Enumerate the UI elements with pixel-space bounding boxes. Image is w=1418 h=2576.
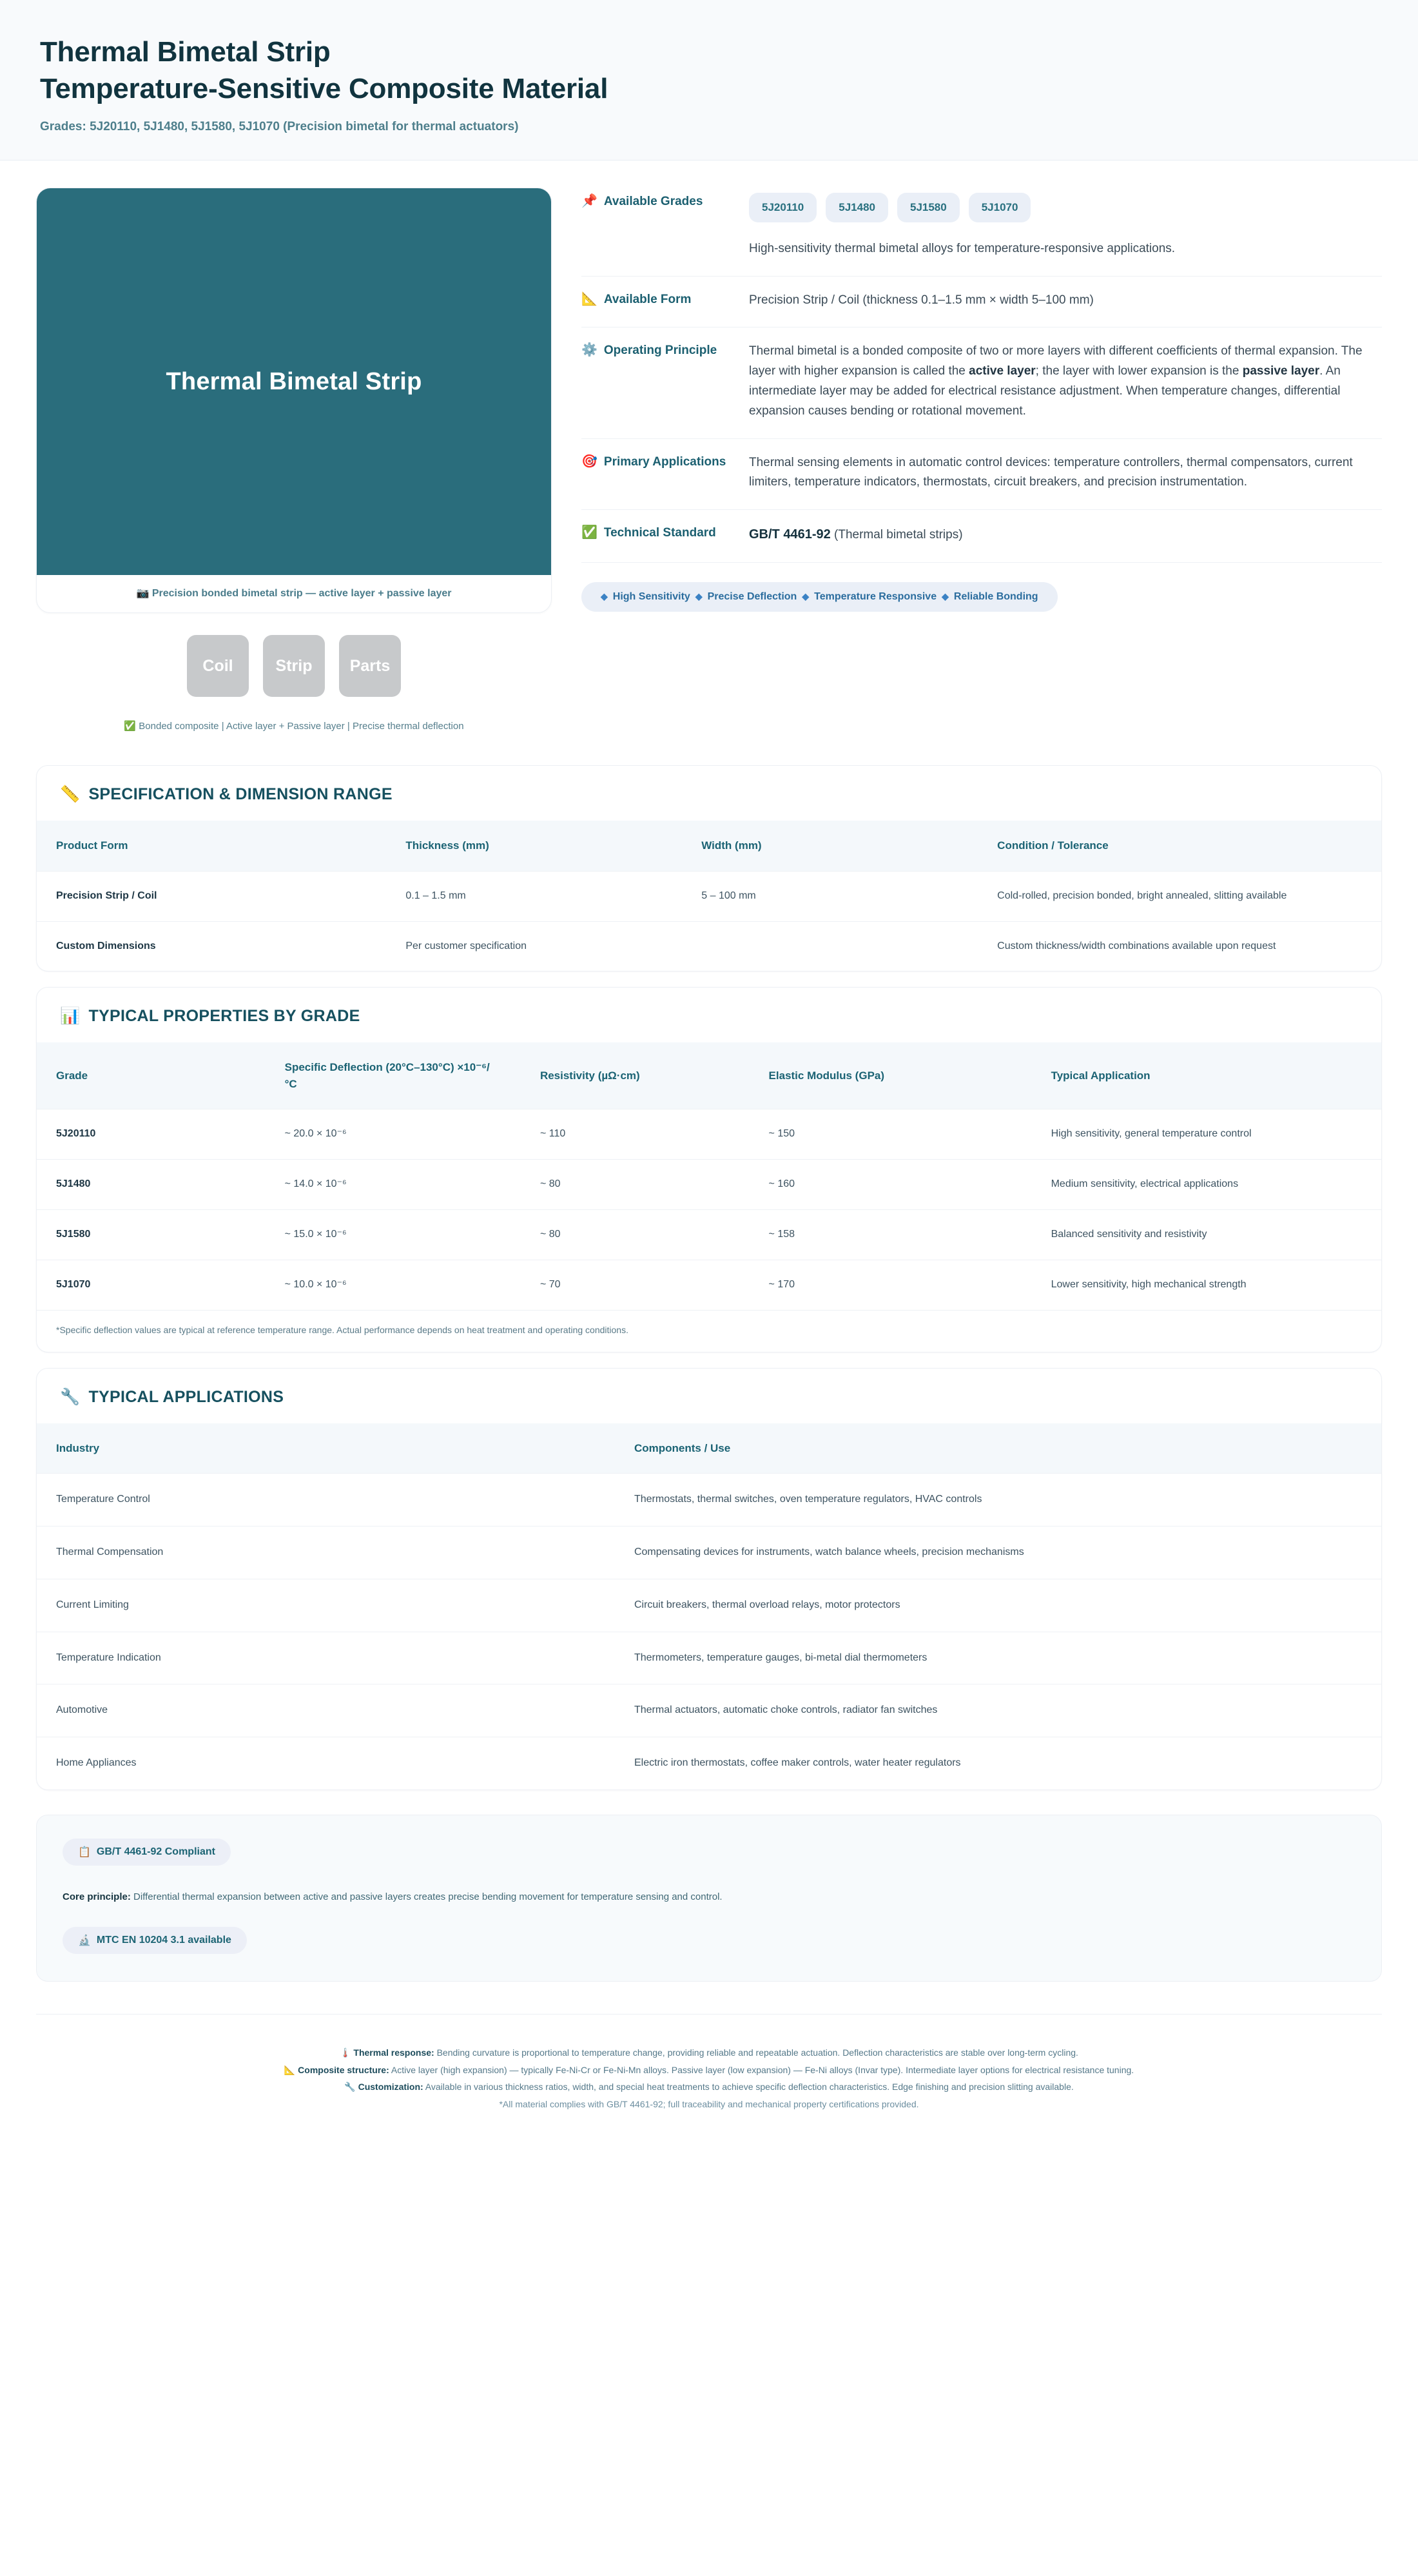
layers-icon: 📐 <box>284 2064 296 2075</box>
table-row <box>37 1260 1381 1309</box>
footer-line-thermal-response <box>62 2044 1356 2062</box>
cell-condition: Cold-rolled, precision bonded, bright annealed, slitting available <box>978 871 1381 921</box>
thumbnail-coil[interactable]: Coil <box>187 635 249 697</box>
cell-use: Thermal actuators, automatic choke controls, radiator fan switches <box>615 1684 1381 1737</box>
ruler-triangle-icon: 📐 <box>581 291 597 306</box>
table-row <box>37 1684 1381 1737</box>
cell-modulus: ~ 170 <box>750 1260 1032 1309</box>
spec-row-grades <box>581 190 1382 276</box>
principle-text-a: Thermal bimetal is a bonded composite of two or more layers with different coefficients of thermal expansion. The layer with higher expansion is called the <box>749 344 1363 378</box>
page-title <box>40 34 1378 107</box>
col-components-use: Components / Use <box>634 1441 731 1454</box>
col-width: Width (mm) <box>701 839 762 852</box>
table-row <box>37 1210 1381 1260</box>
compliance-badge-standard <box>63 1839 231 1866</box>
table-row <box>37 1579 1381 1632</box>
footer-label-customization: Customization: <box>358 2082 423 2093</box>
product-image-caption <box>37 575 551 612</box>
spec-label-principle-text: Operating Principle <box>603 344 717 358</box>
feature-3: Temperature Responsive <box>814 590 937 602</box>
specification-section <box>36 765 1382 971</box>
cell-use: Thermometers, temperature gauges, bi-metal dial thermometers <box>615 1632 1381 1684</box>
cell-application: Balanced sensitivity and resistivity <box>1032 1210 1381 1260</box>
gear-icon: ⚙️ <box>581 343 597 358</box>
cell-product-form: Custom Dimensions <box>37 921 386 971</box>
grade-chip-1[interactable]: 5J20110 <box>749 193 817 222</box>
properties-section-header <box>37 988 1381 1042</box>
spec-row-standard <box>581 510 1382 563</box>
cell-industry: Current Limiting <box>37 1579 615 1632</box>
properties-section-title: TYPICAL PROPERTIES BY GRADE <box>88 1007 360 1026</box>
cell-industry: Home Appliances <box>37 1737 615 1790</box>
hero-section <box>0 161 1418 750</box>
diamond-bullet-icon: ◆ <box>942 591 949 602</box>
hero-footer-note <box>36 720 552 732</box>
specification-table <box>37 821 1381 971</box>
cell-grade: 5J1580 <box>37 1210 266 1260</box>
cell-resistivity: ~ 70 <box>521 1260 750 1309</box>
spec-row-applications <box>581 439 1382 511</box>
cell-thickness: 0.1 – 1.5 mm <box>386 871 682 921</box>
page-footer <box>36 2014 1382 2134</box>
compliance-section <box>36 1815 1382 1982</box>
col-industry: Industry <box>56 1441 100 1454</box>
spec-value-applications: Thermal sensing elements in automatic control devices: temperature controllers, thermal compensators, current limiters, temperature indicators, thermostats, circuit breakers, and precision instrumentation. <box>749 455 1353 489</box>
feature-4: Reliable Bonding <box>953 590 1038 602</box>
cell-modulus: ~ 150 <box>750 1109 1032 1160</box>
core-principle-label: Core principle: <box>63 1891 131 1902</box>
cell-resistivity: ~ 80 <box>521 1210 750 1260</box>
wrench-icon: 🔧 <box>60 1387 81 1406</box>
grade-chip-group <box>749 193 1382 222</box>
spec-value-principle <box>749 342 1382 421</box>
footer-text-customization: Available in various thickness ratios, width, and special heat treatments to achieve specific deflection characteristics. Edge finishing and precision slitting available. <box>423 2082 1074 2093</box>
principle-bold-b: passive layer <box>1242 364 1320 378</box>
table-row <box>37 1737 1381 1790</box>
core-principle-text: Differential thermal expansion between active and passive layers creates precise bending movement for temperature sensing and control. <box>130 1891 723 1902</box>
footer-compliance-note: *All material complies with GB/T 4461-92; full traceability and mechanical property certifications provided. <box>499 2098 919 2109</box>
properties-table-note: *Specific deflection values are typical at reference temperature range. Actual performance depends on heat treatment and operating conditions. <box>37 1310 1381 1352</box>
spec-label-standard <box>581 524 749 542</box>
table-row <box>37 1160 1381 1210</box>
footer-line-composite-structure <box>62 2062 1356 2079</box>
standard-desc: (Thermal bimetal strips) <box>830 528 963 542</box>
table-header-row <box>37 1042 1381 1109</box>
col-condition: Condition / Tolerance <box>997 839 1109 852</box>
thumbnail-parts[interactable]: Parts <box>339 635 401 697</box>
cell-industry: Automotive <box>37 1684 615 1737</box>
cell-grade: 5J1480 <box>37 1160 266 1210</box>
spec-label-form-text: Available Form <box>603 292 692 306</box>
standard-code: GB/T 4461-92 <box>749 527 831 542</box>
compliance-badge-mtc <box>63 1927 247 1954</box>
specification-section-title: SPECIFICATION & DIMENSION RANGE <box>88 785 393 804</box>
cell-condition: Custom thickness/width combinations available upon request <box>978 921 1381 971</box>
feature-2: Precise Deflection <box>707 590 797 602</box>
spec-value-form: Precision Strip / Coil (thickness 0.1–1.5 mm × width 5–100 mm) <box>749 293 1094 307</box>
feature-pill-group <box>581 582 1058 612</box>
spec-row-principle <box>581 327 1382 438</box>
cell-resistivity: ~ 80 <box>521 1160 750 1210</box>
target-icon: 🎯 <box>581 454 597 469</box>
table-row <box>37 1526 1381 1579</box>
principle-bold-a: active layer <box>969 364 1036 378</box>
ruler-icon: 📏 <box>60 785 81 804</box>
diamond-bullet-icon: ◆ <box>695 591 703 602</box>
col-elastic-modulus: Elastic Modulus (GPa) <box>768 1069 885 1082</box>
cell-use: Compensating devices for instruments, watch balance wheels, precision mechanisms <box>615 1526 1381 1579</box>
spec-label-principle <box>581 342 749 360</box>
cell-use: Electric iron thermostats, coffee maker controls, water heater regulators <box>615 1737 1381 1790</box>
footer-line-customization <box>62 2078 1356 2096</box>
cell-industry: Temperature Control <box>37 1474 615 1527</box>
cell-deflection: ~ 10.0 × 10⁻⁶ <box>266 1260 521 1309</box>
cell-resistivity: ~ 110 <box>521 1109 750 1160</box>
footer-label-thermal-response: Thermal response: <box>353 2047 434 2058</box>
page-title-line1: Thermal Bimetal Strip <box>40 36 331 68</box>
cell-application: High sensitivity, general temperature control <box>1032 1109 1381 1160</box>
spec-label-form <box>581 291 749 309</box>
spec-row-form <box>581 277 1382 328</box>
camera-icon: 📷 <box>136 588 150 600</box>
product-image-caption-text: Precision bonded bimetal strip — active layer + passive layer <box>151 588 452 600</box>
cell-width: 5 – 100 mm <box>682 871 978 921</box>
cell-industry: Thermal Compensation <box>37 1526 615 1579</box>
table-header-row <box>37 1423 1381 1474</box>
col-grade: Grade <box>56 1069 88 1082</box>
cell-width <box>682 921 978 971</box>
spec-value-grades <box>749 193 1382 259</box>
applications-table <box>37 1423 1381 1790</box>
principle-text-b: ; the layer with lower expansion is the <box>1035 364 1243 378</box>
cell-application: Lower sensitivity, high mechanical strength <box>1032 1260 1381 1309</box>
bar-chart-icon: 📊 <box>60 1007 81 1026</box>
diamond-bullet-icon: ◆ <box>802 591 810 602</box>
footer-label-composite-structure: Composite structure: <box>298 2064 389 2075</box>
cell-grade: 5J20110 <box>37 1109 266 1160</box>
cell-deflection: ~ 14.0 × 10⁻⁶ <box>266 1160 521 1210</box>
hero-image-column <box>36 188 552 732</box>
table-row <box>37 1632 1381 1684</box>
thumbnail-strip[interactable]: Strip <box>263 635 325 697</box>
microscope-icon: 🔬 <box>78 1935 91 1946</box>
col-resistivity: Resistivity (µΩ·cm) <box>539 1069 640 1082</box>
spec-label-grades <box>581 193 749 211</box>
page-title-line2: Temperature-Sensitive Composite Material <box>40 73 608 105</box>
table-row <box>37 871 1381 921</box>
grade-chip-3[interactable]: 5J1580 <box>897 193 960 222</box>
cell-deflection: ~ 20.0 × 10⁻⁶ <box>266 1109 521 1160</box>
applications-section <box>36 1368 1382 1790</box>
pushpin-icon: 📌 <box>581 194 597 209</box>
col-specific-deflection: Specific Deflection (20°C–130°C) ×10⁻⁶/°C <box>284 1061 490 1090</box>
product-image-card <box>36 188 552 613</box>
footer-text-thermal-response: Bending curvature is proportional to temperature change, providing reliable and repeatable actuation. Deflection characteristics are stable over long-term cycling. <box>434 2047 1078 2058</box>
cell-grade: 5J1070 <box>37 1260 266 1309</box>
compliance-badge-standard-text: GB/T 4461-92 Compliant <box>96 1846 215 1857</box>
cell-use: Thermostats, thermal switches, oven temperature regulators, HVAC controls <box>615 1474 1381 1527</box>
document-icon: 📋 <box>78 1846 91 1858</box>
spec-label-applications-text: Primary Applications <box>603 454 726 469</box>
col-typical-application: Typical Application <box>1051 1069 1151 1082</box>
table-row <box>37 1474 1381 1527</box>
footer-text-composite-structure: Active layer (high expansion) — typically Fe-Ni-Cr or Fe-Ni-Mn alloys. Passive layer (low expansion) — Fe-Ni alloys (Invar type). Intermediate layer options for electrical resistance tuning. <box>389 2064 1134 2075</box>
col-thickness: Thickness (mm) <box>405 839 489 852</box>
page-header <box>0 0 1418 161</box>
spec-value-standard <box>749 524 1382 545</box>
cell-industry: Temperature Indication <box>37 1632 615 1684</box>
applications-section-title: TYPICAL APPLICATIONS <box>88 1387 284 1406</box>
thumbnail-row <box>36 635 552 697</box>
check-mark-icon: ✅ <box>581 525 597 540</box>
spec-list <box>581 188 1382 611</box>
cell-modulus: ~ 160 <box>750 1160 1032 1210</box>
spec-label-applications <box>581 453 749 471</box>
hero-footer-text: Bonded composite | Active layer + Passive layer | Precise thermal deflection <box>139 721 464 732</box>
grade-chip-4[interactable]: 5J1070 <box>969 193 1031 222</box>
cell-application: Medium sensitivity, electrical applications <box>1032 1160 1381 1210</box>
compliance-badge-mtc-text: MTC EN 10204 3.1 available <box>96 1934 231 1946</box>
grade-note: High-sensitivity thermal bimetal alloys for temperature-responsive applications. <box>749 241 1176 255</box>
table-row <box>37 1109 1381 1160</box>
spec-label-standard-text: Technical Standard <box>603 526 716 540</box>
spec-label-grades-text: Available Grades <box>603 195 703 209</box>
cell-modulus: ~ 158 <box>750 1210 1032 1260</box>
table-row <box>37 921 1381 971</box>
table-header-row <box>37 821 1381 871</box>
check-mark-icon: ✅ <box>124 721 137 732</box>
diamond-bullet-icon: ◆ <box>601 591 608 602</box>
cell-deflection: ~ 15.0 × 10⁻⁶ <box>266 1210 521 1260</box>
feature-1: High Sensitivity <box>612 590 690 602</box>
cell-product-form: Precision Strip / Coil <box>37 871 386 921</box>
grade-chip-2[interactable]: 5J1480 <box>826 193 888 222</box>
page-subtitle: Grades: 5J20110, 5J1480, 5J1580, 5J1070 (Precision bimetal for thermal actuators) <box>40 120 519 134</box>
cell-use: Circuit breakers, thermal overload relays, motor protectors <box>615 1579 1381 1632</box>
applications-section-header <box>37 1369 1381 1423</box>
thermometer-icon: 🌡️ <box>340 2047 351 2058</box>
properties-table <box>37 1042 1381 1309</box>
cell-thickness: Per customer specification <box>386 921 682 971</box>
core-principle-line <box>63 1891 1355 1902</box>
col-product-form: Product Form <box>56 839 128 852</box>
properties-section <box>36 987 1382 1352</box>
wrench-icon: 🔧 <box>344 2082 356 2093</box>
product-image-label: Thermal Bimetal Strip <box>166 367 422 395</box>
specification-section-header <box>37 766 1381 821</box>
product-image-placeholder <box>37 188 551 575</box>
principle-text-c: . An intermediate layer may be added for electrical resistance adjustment. When temperature changes, differential expansion causes bending or rotational movement. <box>749 364 1341 418</box>
